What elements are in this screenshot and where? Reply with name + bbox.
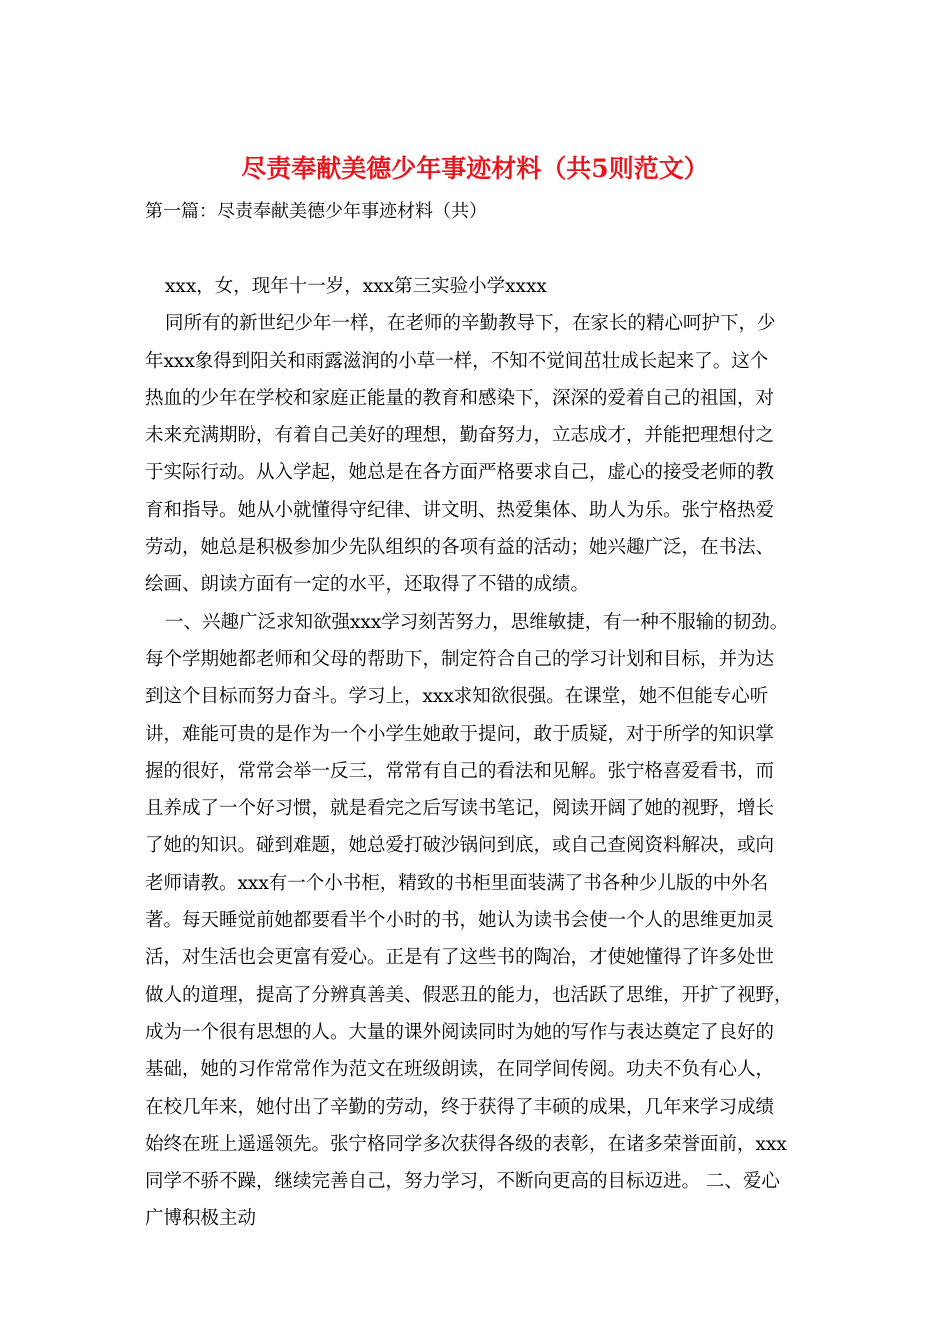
body-line: 于实际行动。从入学起，她总是在各方面严格要求自己，虚心的接受老师的教 bbox=[145, 462, 775, 484]
body-line: xxx，女，现年十一岁，xxx第三实验小学xxxx bbox=[165, 276, 547, 297]
body-line: 活，对生活也会更富有爱心。正是有了这些书的陶冶，才使她懂得了许多处世 bbox=[145, 947, 775, 969]
body-line: 绘画、朗读方面有一定的水平，还取得了不错的成绩。 bbox=[145, 574, 590, 596]
body-line: 同所有的新世纪少年一样，在老师的辛勤教导下，在家长的精心呵护下，少 bbox=[165, 313, 776, 335]
body-line: 育和指导。她从小就懂得守纪律、讲文明、热爱集体、助人为乐。张宁格热爱 bbox=[145, 499, 775, 521]
body-line: 始终在班上遥遥领先。张宁格同学多次获得各级的表彰，在诸多荣誉面前，xxx bbox=[145, 1133, 787, 1155]
body-line: 劳动，她总是积极参加少先队组织的各项有益的活动；她兴趣广泛，在书法、 bbox=[145, 537, 775, 559]
body-line: 未来充满期盼，有着自己美好的理想，勤奋努力，立志成才，并能把理想付之 bbox=[145, 425, 775, 447]
body-line: 基础，她的习作常常作为范文在班级朗读，在同学间传阅。功夫不负有心人， bbox=[145, 1059, 775, 1081]
body-line: 年xxx象得到阳关和雨露滋润的小草一样，不知不觉间茁壮成长起来了。这个 bbox=[145, 350, 769, 372]
body-line: 同学不骄不躁，继续完善自己，努力学习，不断向更高的目标迈进。 二、爱心 bbox=[145, 1171, 780, 1193]
body-line: 老师请教。xxx有一个小书柜，精致的书柜里面装满了书各种少儿版的中外名 bbox=[145, 872, 769, 894]
body-line: 著。每天睡觉前她都要看半个小时的书，她认为读书会使一个人的思维更加灵 bbox=[145, 910, 775, 932]
body-line: 成为一个很有思想的人。大量的课外阅读同时为她的写作与表达奠定了良好的 bbox=[145, 1021, 775, 1043]
body-line: 每个学期她都老师和父母的帮助下，制定符合自己的学习计划和目标，并为达 bbox=[145, 648, 775, 670]
body-line: 一、兴趣广泛求知欲强xxx学习刻苦努力，思维敏捷，有一种不服输的韧劲。 bbox=[165, 611, 789, 633]
body-line: 到这个目标而努力奋斗。学习上，xxx求知欲很强。在课堂，她不但能专心听 bbox=[145, 686, 769, 708]
body-line: 握的很好，常常会举一反三，常常有自己的看法和见解。张宁格喜爱看书，而 bbox=[145, 760, 775, 782]
document-subtitle: 第一篇：尽责奉献美德少年事迹材料（共） bbox=[145, 201, 487, 222]
body-line: 热血的少年在学校和家庭正能量的教育和感染下，深深的爱着自己的祖国，对 bbox=[145, 387, 775, 409]
document-body bbox=[145, 268, 805, 1238]
body-line: 了她的知识。碰到难题，她总爱打破沙锅问到底，或自己查阅资料解决，或向 bbox=[145, 835, 775, 857]
document-title: 尽责奉献美德少年事迹材料（共5则范文） bbox=[241, 154, 709, 183]
body-line: 讲，难能可贵的是作为一个小学生她敢于提问，敢于质疑，对于所学的知识掌 bbox=[145, 723, 775, 745]
body-line: 做人的道理，提高了分辨真善美、假恶丑的能力，也活跃了思维，开扩了视野， bbox=[145, 984, 793, 1006]
body-line: 在校几年来，她付出了辛勤的劳动，终于获得了丰硕的成果，几年来学习成绩 bbox=[145, 1096, 775, 1118]
body-line: 广博积极主动 bbox=[145, 1208, 257, 1230]
body-line: 且养成了一个好习惯，就是看完之后写读书笔记，阅读开阔了她的视野，增长 bbox=[145, 798, 775, 820]
